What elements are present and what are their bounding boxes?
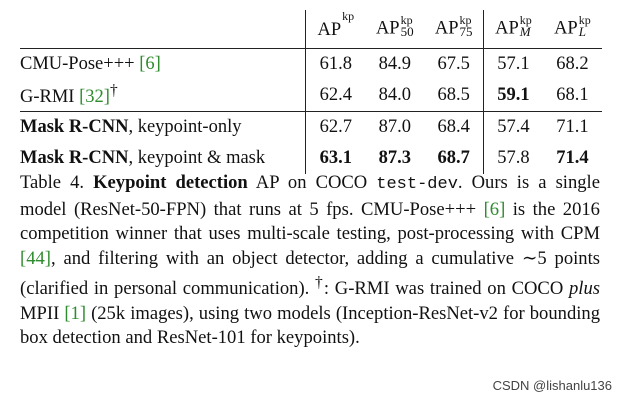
header-ap50-sup: kp	[400, 13, 413, 27]
table-row	[20, 143, 602, 174]
header-ap75-sub: 75	[459, 24, 473, 39]
value-ap: 63.1	[306, 143, 365, 174]
value-ap: 62.4	[306, 80, 365, 112]
value-ap50: 87.3	[378, 148, 411, 168]
caption-text: AP on COCO	[247, 172, 377, 193]
value-ap75: 68.5	[437, 85, 470, 105]
value-apl: 71.4	[556, 148, 589, 168]
method-cell	[20, 112, 306, 144]
value-ap: 61.8	[306, 49, 365, 81]
header-apl-base: AP	[554, 18, 578, 39]
header-ap-sup: kp	[342, 8, 355, 23]
caption-text: is the 2016 competition winner that uses multi-scale testing, post-processing with CPM	[20, 198, 600, 244]
value-ap75: 67.5	[437, 54, 470, 74]
value-ap75: 68.4	[424, 112, 483, 144]
watermark: CSDN @lishanlu136	[492, 378, 612, 393]
header-ap	[306, 10, 365, 49]
citation-link[interactable]: [44]	[20, 247, 51, 269]
caption-label: Table 4.	[20, 172, 94, 193]
caption-title: Keypoint detection	[93, 172, 248, 193]
caption-italic: plus	[569, 278, 600, 300]
header-ap50	[365, 10, 424, 49]
method-name-bold: Mask R-CNN	[20, 117, 129, 137]
dagger-mark: †	[315, 274, 324, 291]
value-apm: 57.1	[484, 49, 543, 81]
value-ap50: 87.0	[365, 112, 424, 144]
caption-text: : G-RMI was trained on COCO	[323, 278, 569, 300]
method-cell	[20, 49, 306, 81]
value-ap50: 84.9	[378, 54, 411, 74]
results-table-container	[20, 10, 602, 174]
value-ap: 62.7	[306, 112, 365, 144]
citation-link[interactable]: [6]	[139, 54, 161, 74]
header-method	[20, 10, 306, 49]
value-apl: 71.1	[543, 112, 602, 144]
header-apl	[543, 10, 602, 49]
caption-text: . Ours is a single model (ResNet-50-FPN) that runs at 5 fps. CMU-Pose+++	[20, 172, 600, 220]
method-cell	[20, 143, 306, 174]
caption-text: MPII	[20, 302, 65, 324]
header-ap50-sub: 50	[400, 24, 414, 39]
method-variant: , keypoint & mask	[128, 148, 266, 168]
method-name: CMU-Pose+++	[20, 54, 140, 74]
value-apm: 59.1	[484, 80, 543, 112]
caption-text: , and filtering with an object detector, adding a cumulative ∼5 points (clarified in personal communication).	[20, 247, 600, 300]
table-header-row	[20, 10, 602, 49]
header-apl-sup: kp	[578, 13, 591, 27]
value-ap50: 84.0	[378, 85, 411, 105]
value-ap75: 68.7	[437, 148, 470, 168]
table-row	[20, 112, 602, 144]
header-ap75-base: AP	[434, 18, 459, 39]
method-cell	[20, 80, 306, 112]
header-apm-sup: kp	[519, 13, 532, 27]
method-name: G-RMI	[20, 87, 80, 108]
keypoint-results-table	[20, 10, 602, 174]
citation-link[interactable]: [6]	[483, 198, 506, 220]
value-apm: 57.8	[484, 143, 543, 174]
value-apm: 57.4	[484, 112, 543, 144]
header-ap-base: AP	[317, 20, 342, 41]
caption-code: test-dev	[376, 175, 458, 194]
header-apm-base: AP	[495, 18, 519, 39]
citation-link[interactable]: [32]	[79, 87, 110, 108]
value-apl: 68.2	[556, 54, 589, 74]
citation-link[interactable]: [1]	[64, 302, 87, 324]
table-caption	[20, 171, 600, 351]
header-apm	[484, 10, 543, 49]
header-ap75-sup: kp	[459, 13, 472, 27]
table-row	[20, 49, 602, 81]
method-variant: , keypoint-only	[128, 117, 242, 137]
header-apl-sub: L	[578, 24, 586, 39]
header-ap75	[424, 10, 483, 49]
header-apm-sub: M	[519, 24, 531, 39]
dagger-mark: †	[109, 82, 118, 100]
caption-text: (25k images), using two models (Inception-ResNet-v2 for bounding box detection and ResNet-101 for keypoints).	[20, 302, 600, 349]
value-apl: 68.1	[556, 85, 589, 105]
header-ap50-base: AP	[375, 18, 400, 39]
method-name-bold: Mask R-CNN	[20, 148, 129, 168]
table-row	[20, 80, 602, 112]
